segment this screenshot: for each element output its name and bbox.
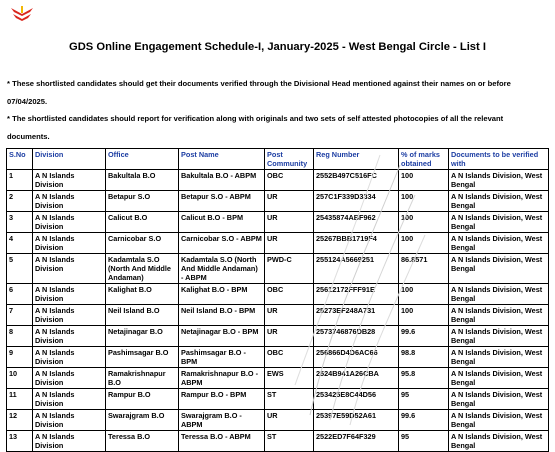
col-sno-cell: 6 (7, 284, 33, 305)
col-division-cell: A N Islands Division (33, 233, 106, 254)
col-post-community-cell: UR (265, 233, 314, 254)
col-marks-cell: 95 (399, 431, 449, 452)
col-sno-cell: 10 (7, 368, 33, 389)
col-post-community-cell: OBC (265, 170, 314, 191)
col-reg-number-cell: 2522ED7F64F329 (314, 431, 399, 452)
col-marks-cell: 100 (399, 170, 449, 191)
col-sno-cell: 7 (7, 305, 33, 326)
col-post-name-cell: Kadamtala S.O (North And Middle Andaman) - ABPM (179, 254, 265, 284)
col-documents-cell: A N Islands Division, West Bengal (449, 347, 549, 368)
col-post-name-header: Post Name (179, 149, 265, 170)
table-row (7, 347, 549, 368)
col-marks-cell: 95.8 (399, 368, 449, 389)
col-documents-cell: A N Islands Division, West Bengal (449, 170, 549, 191)
col-office-cell: Betapur S.O (106, 191, 179, 212)
col-reg-number-cell: 25397E59D52A61 (314, 410, 399, 431)
col-division-cell: A N Islands Division (33, 389, 106, 410)
col-sno-cell: 4 (7, 233, 33, 254)
col-marks-cell: 100 (399, 212, 449, 233)
col-documents-cell: A N Islands Division, West Bengal (449, 284, 549, 305)
col-post-community-cell: ST (265, 389, 314, 410)
col-division-header: Division (33, 149, 106, 170)
col-office-cell: Teressa B.O (106, 431, 179, 452)
table-row (7, 305, 549, 326)
col-division-cell: A N Islands Division (33, 347, 106, 368)
col-reg-number-header: Reg Number (314, 149, 399, 170)
col-reg-number-cell: 256866D4D6AC66 (314, 347, 399, 368)
col-post-name-cell: Calicut B.O - BPM (179, 212, 265, 233)
col-division-cell: A N Islands Division (33, 326, 106, 347)
col-reg-number-cell: 2573746876DB28 (314, 326, 399, 347)
table-row (7, 326, 549, 347)
col-division-cell: A N Islands Division (33, 170, 106, 191)
col-reg-number-cell: 25612172FFF91E (314, 284, 399, 305)
col-reg-number-cell: 257C1F339D3334 (314, 191, 399, 212)
col-documents-cell: A N Islands Division, West Bengal (449, 233, 549, 254)
col-sno-cell: 5 (7, 254, 33, 284)
col-marks-cell: 86.8571 (399, 254, 449, 284)
col-division-cell: A N Islands Division (33, 368, 106, 389)
col-post-community-cell: UR (265, 326, 314, 347)
col-post-name-cell: Teressa B.O - ABPM (179, 431, 265, 452)
table-row (7, 389, 549, 410)
col-sno-cell: 9 (7, 347, 33, 368)
col-office-cell: Swarajgram B.O (106, 410, 179, 431)
table-row (7, 431, 549, 452)
col-office-cell: Kalighat B.O (106, 284, 179, 305)
col-documents-cell: A N Islands Division, West Bengal (449, 368, 549, 389)
col-office-cell: Netajinagar B.O (106, 326, 179, 347)
col-post-community-cell: OBC (265, 347, 314, 368)
col-office-cell: Rampur B.O (106, 389, 179, 410)
col-post-name-cell: Swarajgram B.O - ABPM (179, 410, 265, 431)
col-division-cell: A N Islands Division (33, 212, 106, 233)
col-office-cell: Neil Island B.O (106, 305, 179, 326)
col-documents-cell: A N Islands Division, West Bengal (449, 191, 549, 212)
col-marks-cell: 100 (399, 191, 449, 212)
table-row (7, 170, 549, 191)
col-documents-cell: A N Islands Division, West Bengal (449, 410, 549, 431)
col-marks-cell: 98.8 (399, 347, 449, 368)
col-post-community-cell: UR (265, 305, 314, 326)
col-sno-header: S.No (7, 149, 33, 170)
col-marks-cell: 99.6 (399, 326, 449, 347)
note-document-verification: * These shortlisted candidates should get their documents verified through the Divisional Head mentioned against their names on or before 07/04/2025. (7, 79, 511, 106)
col-post-community-cell: PWD-C (265, 254, 314, 284)
col-marks-cell: 99.6 (399, 410, 449, 431)
col-marks-cell: 95 (399, 389, 449, 410)
col-post-name-cell: Betapur S.O - ABPM (179, 191, 265, 212)
table-row (7, 233, 549, 254)
col-office-cell: Calicut B.O (106, 212, 179, 233)
note-reporting-instructions: * The shortlisted candidates should report for verification along with originals and two sets of self attested photocopies of all the relevant documents. (7, 114, 504, 141)
col-post-community-cell: UR (265, 212, 314, 233)
col-post-name-cell: Pashimsagar B.O - BPM (179, 347, 265, 368)
col-office-cell: Kadamtala S.O (North And Middle Andaman) (106, 254, 179, 284)
col-division-cell: A N Islands Division (33, 305, 106, 326)
col-post-community-header: Post Community (265, 149, 314, 170)
col-division-cell: A N Islands Division (33, 410, 106, 431)
col-reg-number-cell: 253425E8C44D56 (314, 389, 399, 410)
table-header-row (7, 149, 549, 170)
table-row (7, 284, 549, 305)
table-row (7, 191, 549, 212)
col-reg-number-cell: 255124A5669251 (314, 254, 399, 284)
col-post-name-cell: Neil Island B.O - BPM (179, 305, 265, 326)
table-row (7, 410, 549, 431)
col-post-name-cell: Ramakrishnapur B.O - ABPM (179, 368, 265, 389)
table-row (7, 212, 549, 233)
col-marks-cell: 100 (399, 305, 449, 326)
col-marks-cell: 100 (399, 233, 449, 254)
col-sno-cell: 11 (7, 389, 33, 410)
col-marks-header: % of marks obtained (399, 149, 449, 170)
col-documents-cell: A N Islands Division, West Bengal (449, 254, 549, 284)
col-division-cell: A N Islands Division (33, 254, 106, 284)
col-division-cell: A N Islands Division (33, 284, 106, 305)
col-documents-cell: A N Islands Division, West Bengal (449, 212, 549, 233)
table-row (7, 254, 549, 284)
col-post-community-cell: ST (265, 431, 314, 452)
col-post-name-cell: Rampur B.O - BPM (179, 389, 265, 410)
col-office-cell: Ramakrishnapur B.O (106, 368, 179, 389)
col-sno-cell: 2 (7, 191, 33, 212)
col-post-name-cell: Kalighat B.O - BPM (179, 284, 265, 305)
col-post-community-cell: EWS (265, 368, 314, 389)
col-reg-number-cell: 2524B941A26CBA (314, 368, 399, 389)
col-reg-number-cell: 2552B497C516FC (314, 170, 399, 191)
col-marks-cell: 100 (399, 284, 449, 305)
col-reg-number-cell: 25273EF248A731 (314, 305, 399, 326)
col-division-cell: A N Islands Division (33, 431, 106, 452)
col-reg-number-cell: 25267BBB1719F4 (314, 233, 399, 254)
col-sno-cell: 13 (7, 431, 33, 452)
col-post-community-cell: UR (265, 191, 314, 212)
col-post-name-cell: Bakultala B.O - ABPM (179, 170, 265, 191)
col-documents-cell: A N Islands Division, West Bengal (449, 431, 549, 452)
col-sno-cell: 3 (7, 212, 33, 233)
table-body (7, 170, 549, 452)
col-sno-cell: 8 (7, 326, 33, 347)
col-post-community-cell: UR (265, 410, 314, 431)
col-office-header: Office (106, 149, 179, 170)
col-documents-cell: A N Islands Division, West Bengal (449, 305, 549, 326)
col-post-name-cell: Carnicobar S.O - ABPM (179, 233, 265, 254)
col-documents-cell: A N Islands Division, West Bengal (449, 389, 549, 410)
col-sno-cell: 12 (7, 410, 33, 431)
col-office-cell: Carnicobar S.O (106, 233, 179, 254)
page-title: GDS Online Engagement Schedule-I, January-2025 - West Bengal Circle - List I (69, 41, 486, 53)
col-division-cell: A N Islands Division (33, 191, 106, 212)
col-sno-cell: 1 (7, 170, 33, 191)
col-post-name-cell: Netajinagar B.O - BPM (179, 326, 265, 347)
table-row (7, 368, 549, 389)
col-documents-header: Documents to be verified with (449, 149, 549, 170)
col-office-cell: Bakultala B.O (106, 170, 179, 191)
shortlist-table (6, 148, 549, 452)
col-reg-number-cell: 25435874ABF962 (314, 212, 399, 233)
col-office-cell: Pashimsagar B.O (106, 347, 179, 368)
col-post-community-cell: OBC (265, 284, 314, 305)
india-post-logo (9, 5, 35, 25)
col-documents-cell: A N Islands Division, West Bengal (449, 326, 549, 347)
